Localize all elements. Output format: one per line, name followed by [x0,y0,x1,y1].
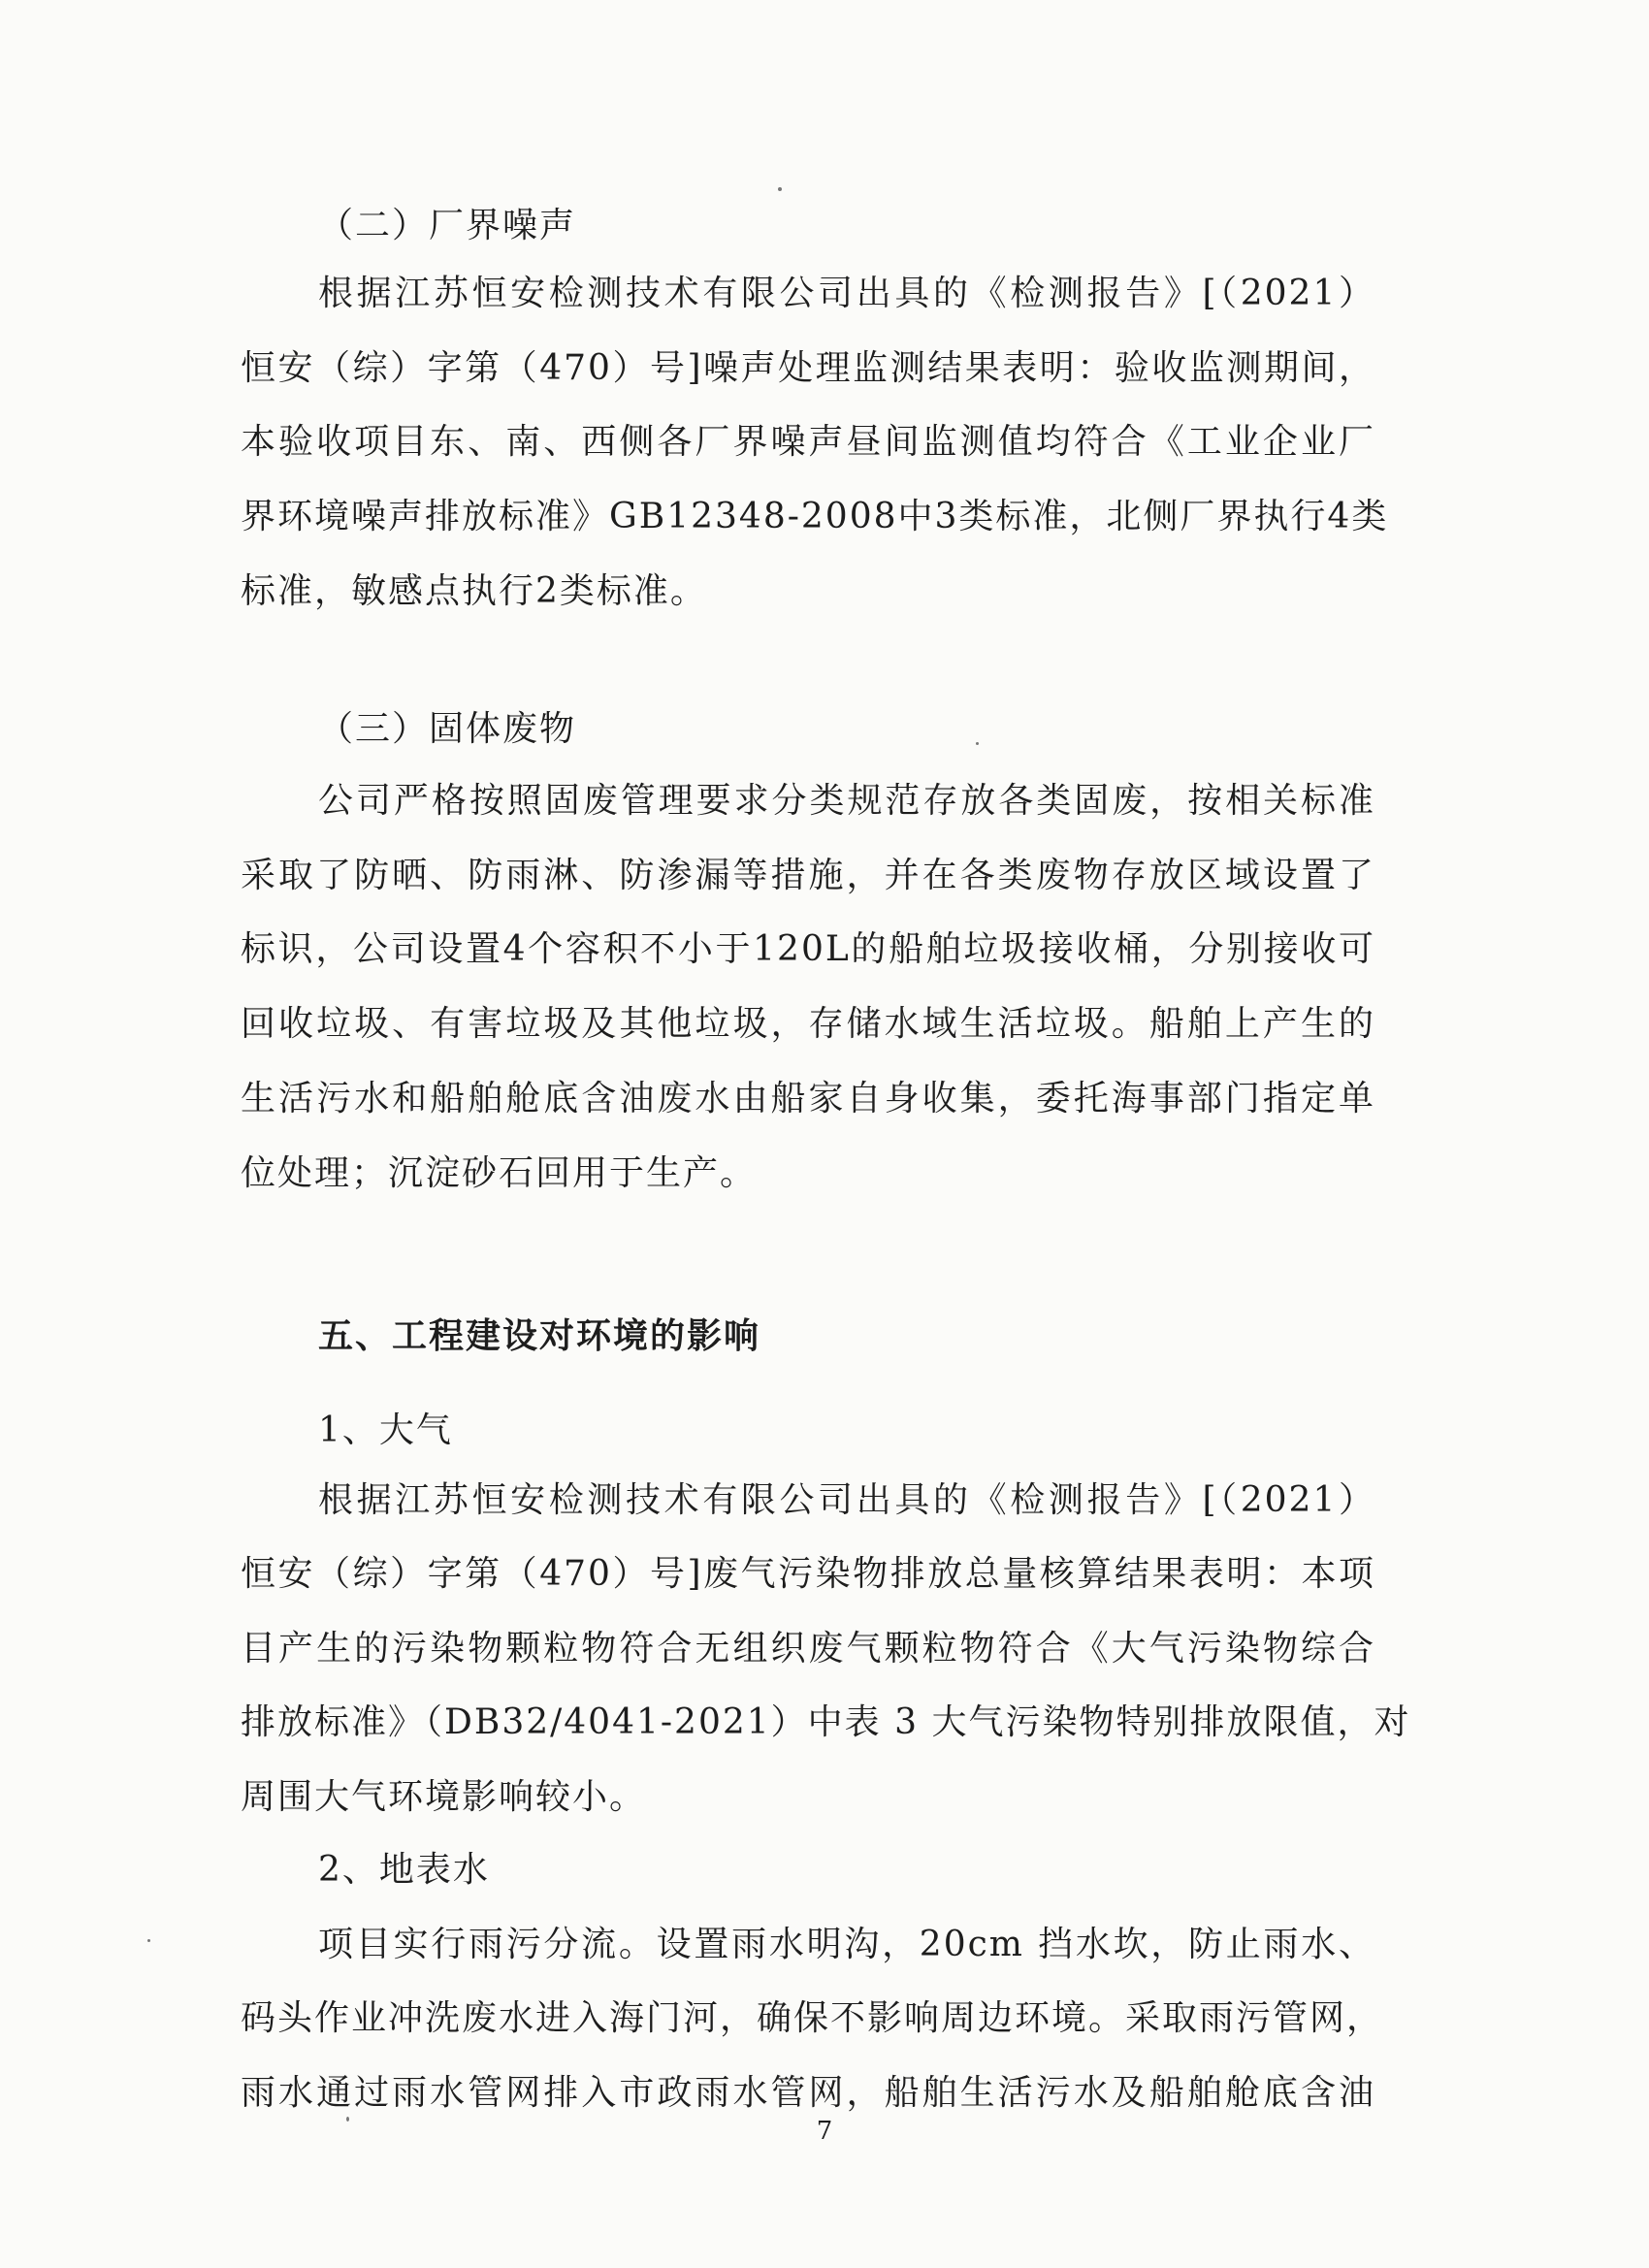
subheading-surface-water: 2、地表水 [318,1850,490,1890]
scan-speck [778,187,782,191]
water-line-1: 项目实行雨污分流。设置雨水明沟，20cm 挡水坎，防止雨水、 [318,1925,1375,1964]
noise-line-4: 界环境噪声排放标准》GB12348-2008中3类标准，北侧厂界执行4类 [241,497,1389,536]
section-heading-solid-waste: （三）固体废物 [318,709,577,749]
noise-line-5: 标准，敏感点执行2类标准。 [241,571,707,611]
solid-line-2: 采取了防晒、防雨淋、防渗漏等措施，并在各类废物存放区域设置了 [241,856,1375,895]
noise-line-1: 根据江苏恒安检测技术有限公司出具的《检测报告》[（2021） [318,274,1375,313]
solid-line-1: 公司严格按照固废管理要求分类规范存放各类固废，按相关标准 [318,781,1375,821]
scan-speck [147,1939,150,1942]
noise-line-3: 本验收项目东、南、西侧各厂界噪声昼间监测值均符合《工业企业厂 [241,422,1375,462]
water-line-2: 码头作业冲洗废水进入海门河，确保不影响周边环境。采取雨污管网， [241,1998,1384,2038]
solid-line-5: 生活污水和船舶舱底含油废水由船家自身收集，委托海事部门指定单 [241,1079,1375,1118]
noise-line-2: 恒安（综）字第（470）号]噪声处理监测结果表明：验收监测期间， [241,348,1375,388]
air-line-5: 周围大气环境影响较小。 [241,1777,647,1817]
solid-line-3: 标识，公司设置4个容积不小于120L的船舶垃圾接收桶，分别接收可 [241,929,1375,969]
air-line-4: 排放标准》（DB32/4041-2021）中表 3 大气污染物特别排放限值，对 [241,1702,1411,1742]
solid-line-6: 位处理；沉淀砂石回用于生产。 [241,1153,758,1193]
chapter-heading-impact: 五、工程建设对环境的影响 [318,1315,761,1356]
scan-speck [976,742,979,745]
section-heading-noise: （二）厂界噪声 [318,206,577,245]
air-line-2: 恒安（综）字第（470）号]废气污染物排放总量核算结果表明：本项 [241,1554,1375,1594]
solid-line-4: 回收垃圾、有害垃圾及其他垃圾，存储水域生活垃圾。船舶上产生的 [241,1004,1375,1044]
air-line-1: 根据江苏恒安检测技术有限公司出具的《检测报告》[（2021） [318,1480,1375,1520]
subheading-air: 1、大气 [318,1410,453,1450]
air-line-3: 目产生的污染物颗粒物符合无组织废气颗粒物符合《大气污染物综合 [241,1629,1375,1669]
page-number: 7 [816,2117,833,2146]
water-line-3: 雨水通过雨水管网排入市政雨水管网，船舶生活污水及船舶舱底含油 [241,2073,1375,2113]
scan-speck [346,2117,349,2122]
